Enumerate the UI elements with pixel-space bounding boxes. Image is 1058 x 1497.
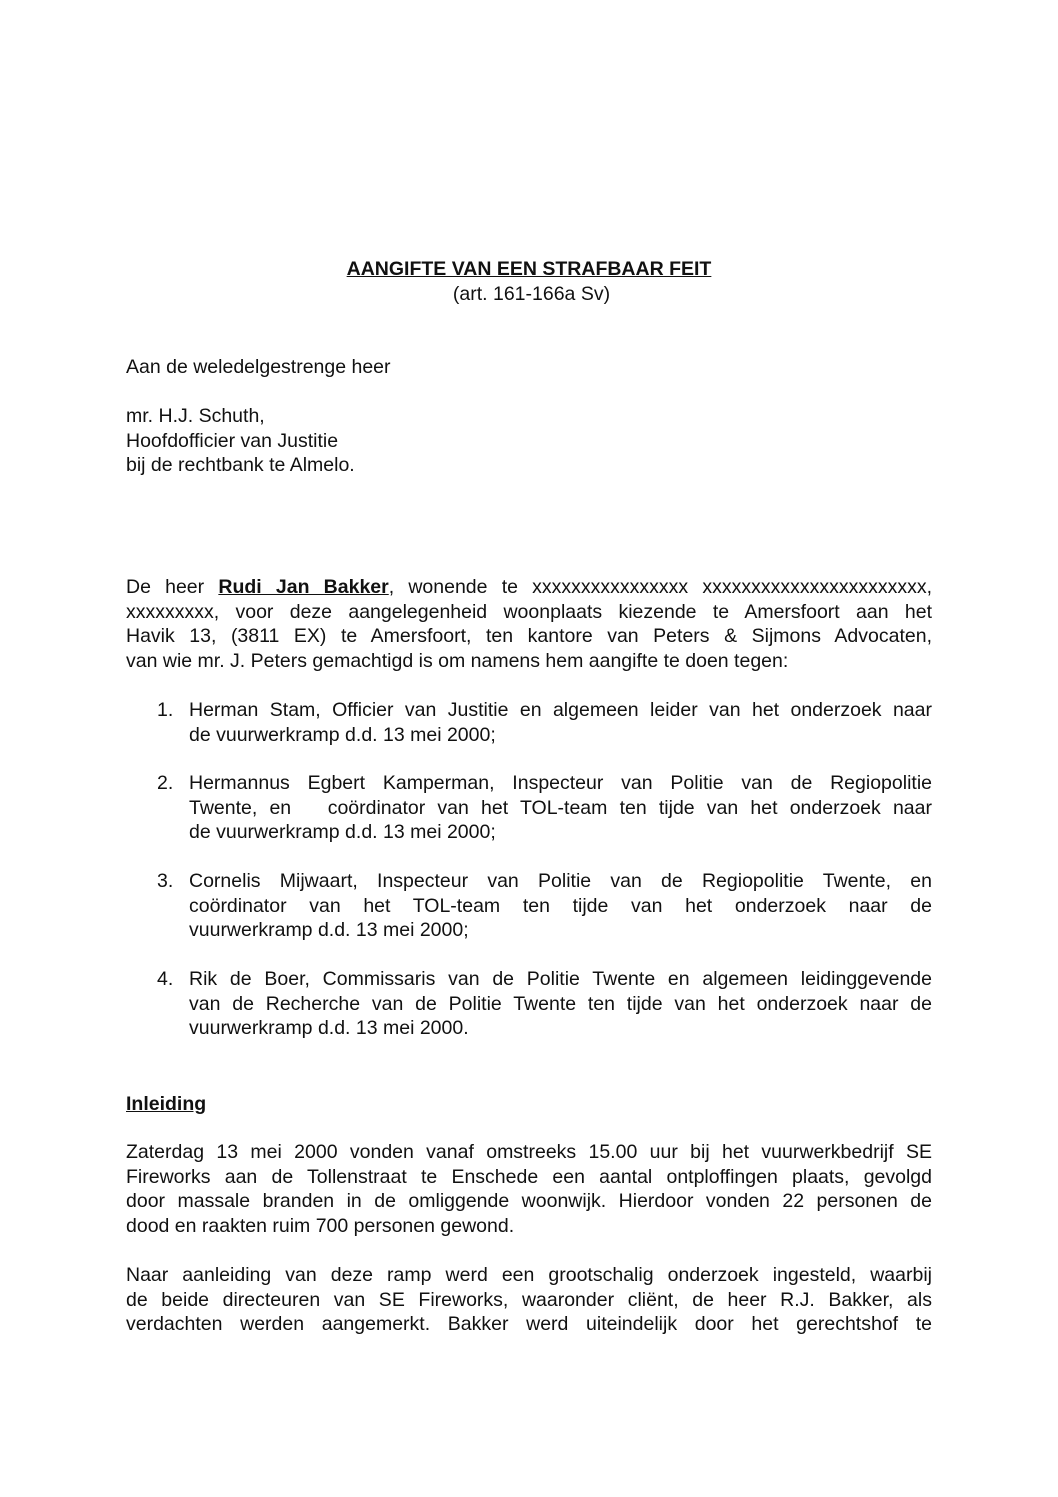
addressee-function: Hoofdofficier van Justitie — [126, 429, 339, 452]
accused-list-2 — [126, 771, 932, 845]
salutation: Aan de weledelgestrenge heer — [126, 356, 391, 378]
list-item: 2. Hermannus Egbert Kamperman, Inspecteur van Politie van de Regiopolitie Twente, en coördinator van het TOL-team ten tijde van het onderzoek naar de vuurwerkramp d.d. 13 mei 2000; — [157, 772, 932, 843]
list-number: 2. — [157, 772, 174, 794]
accused-list-4 — [126, 967, 932, 1041]
list-item: 3. Cornelis Mijwaart, Inspecteur van Politie van de Regiopolitie Twente, en coördinator van het TOL-team ten tijde van het onderzoek naar de vuurwerkramp d.d. 13 mei 2000; — [157, 870, 932, 941]
addressee-block — [126, 404, 932, 478]
title-block — [0, 257, 1058, 306]
intro-paragraph: De heer Rudi Jan Bakker, wonende te xxxxxxxxxxxxxxxx xxxxxxxxxxxxxxxxxxxxxxx, xxxxxxxxx, voor deze aangelegenheid woonplaats kiezende te Amersfoort aan het Havik 13, (3811 EX) te Amersfoort, ten kantore van Peters & Sijmons Advocaten, van wie mr. J. Peters gemachtigd is om namens hem aangifte te doen tegen: — [126, 576, 933, 672]
accused-list-3 — [126, 869, 932, 943]
client-name: Rudi Jan Bakker — [218, 576, 389, 598]
addressee-name: mr. H.J. Schuth, — [126, 405, 265, 427]
section-heading: Inleiding — [126, 1093, 207, 1115]
addressee-court: bij de rechtbank te Almelo. — [126, 454, 355, 476]
list-item: 4. Rik de Boer, Commissaris van de Politie Twente en algemeen leidinggevende van de Recherche van de Politie Twente ten tijde van het onderzoek naar de vuurwerkramp d.d. 13 mei 2000. — [157, 968, 932, 1039]
paragraph-introduction: Zaterdag 13 mei 2000 vonden vanaf omstreeks 15.00 uur bij het vuurwerkbedrijf SE Fireworks aan de Tollenstraat te Enschede een aantal ontploffingen plaats, gevolgd door massale branden in de omliggende woonwijk. Hierdoor vonden 22 personen de dood en raakten ruim 700 personen gewond. — [126, 1141, 932, 1237]
accused-list — [126, 698, 932, 747]
document-title: AANGIFTE VAN EEN STRAFBAAR FEIT — [346, 258, 712, 280]
paragraph-investigation: Naar aanleiding van deze ramp werd een grootschalig onderzoek ingesteld, waarbij de beide directeuren van SE Fireworks, waaronder cliënt, de heer R.J. Bakker, als verdachten werden aangemerkt. Bakker werd uiteindelijk door het gerechtshof te — [126, 1264, 932, 1335]
document-subtitle: (art. 161-166a Sv) — [452, 282, 611, 305]
list-number: 3. — [157, 870, 174, 892]
list-number: 1. — [157, 699, 174, 721]
list-number: 4. — [157, 968, 174, 990]
list-item: 1. Herman Stam, Officier van Justitie en algemeen leider van het onderzoek naar de vuurwerkramp d.d. 13 mei 2000; — [157, 699, 932, 746]
